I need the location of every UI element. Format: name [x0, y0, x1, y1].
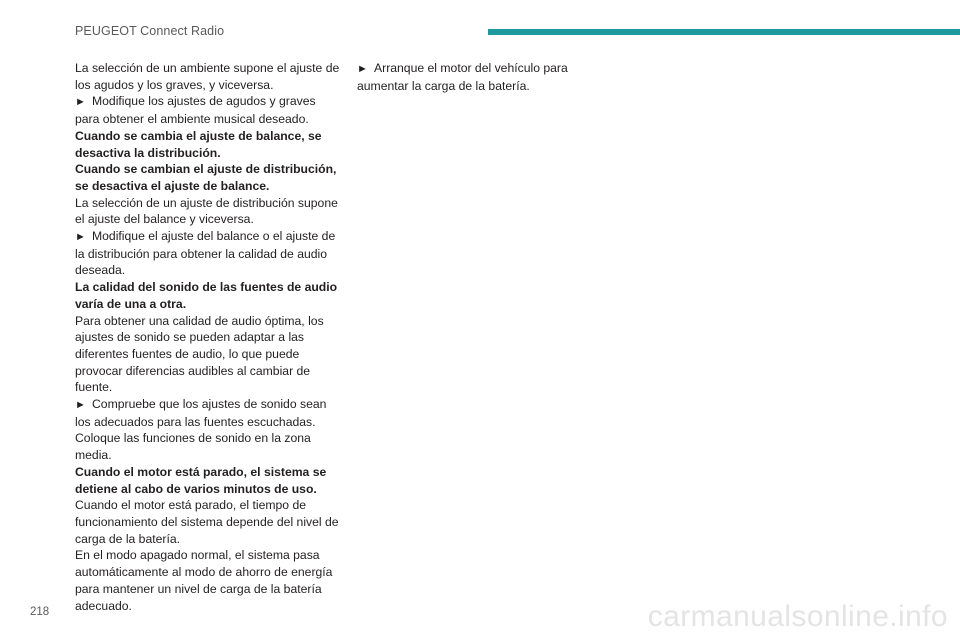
body-paragraph: [75, 547, 343, 614]
paragraph-text: La selección de un ambiente supone el ajuste de los agudos y los graves, y viceversa.: [75, 61, 340, 92]
paragraph-text: La selección de un ajuste de distribución supone el ajuste del balance y viceversa.: [75, 195, 338, 227]
paragraph-text: La calidad del sonido de las fuentes de audio varía de una a otra.: [75, 280, 338, 311]
body-paragraph: [75, 60, 343, 93]
right-column: [357, 60, 607, 94]
bold-notice-paragraph: [75, 161, 343, 194]
paragraph-text: Arranque el motor del vehículo para aumentar la carga de la batería.: [357, 61, 568, 93]
paragraph-text: Cuando se cambian el ajuste de distribución, se desactiva el ajuste de balance.: [75, 162, 337, 193]
paragraph-text: Modifique el ajuste del balance o el ajuste de la distribución para obtener la calidad de audio deseada.: [75, 229, 336, 278]
paragraph-text: Para obtener una calidad de audio óptima, los ajustes de sonido se pueden adaptar a las diferentes fuentes de audio, lo que puede provocar diferencias audibles al cambiar de fuente.: [75, 313, 324, 395]
paragraph-text: Cuando el motor está parado, el tiempo de funcionamiento del sistema depende del nivel de carga de la batería.: [75, 498, 339, 546]
paragraph-text: Compruebe que los ajustes de sonido sean los adecuados para las fuentes escuchadas. Coloque las funciones de sonido en la zona media.: [75, 397, 327, 463]
paragraph-text: Cuando el motor está parado, el sistema se detiene al cabo de varios minutos de uso.: [75, 464, 327, 496]
bullet-arrow-icon: ►: [357, 63, 368, 75]
instruction-step: [357, 60, 607, 94]
paragraph-text: En el modo apagado normal, el sistema pasa automáticamente al modo de ahorro de energía para mantener un nivel de carga de la batería adecuado.: [75, 548, 333, 613]
instruction-step: [75, 228, 343, 279]
bullet-arrow-icon: ►: [75, 399, 86, 412]
paragraph-text: Cuando se cambia el ajuste de balance, se desactiva la distribución.: [75, 128, 322, 160]
instruction-step: [75, 396, 343, 464]
header-title: PEUGEOT Connect Radio: [75, 24, 225, 38]
left-column: [75, 60, 343, 614]
paragraph-text: Modifique los ajustes de agudos y graves para obtener el ambiente musical deseado.: [75, 94, 316, 127]
body-paragraph: [75, 195, 343, 228]
page-number: 218: [30, 606, 50, 618]
bold-notice-paragraph: [75, 128, 343, 161]
watermark: carmanualsonline.info: [647, 600, 948, 633]
body-paragraph: [75, 497, 343, 547]
bullet-arrow-icon: ►: [75, 96, 86, 109]
body-paragraph: [75, 313, 343, 397]
bullet-arrow-icon: ►: [75, 231, 86, 244]
bold-notice-paragraph: [75, 464, 343, 497]
bold-notice-paragraph: [75, 279, 343, 312]
header-accent-bar: [488, 29, 960, 35]
instruction-step: [75, 93, 343, 127]
